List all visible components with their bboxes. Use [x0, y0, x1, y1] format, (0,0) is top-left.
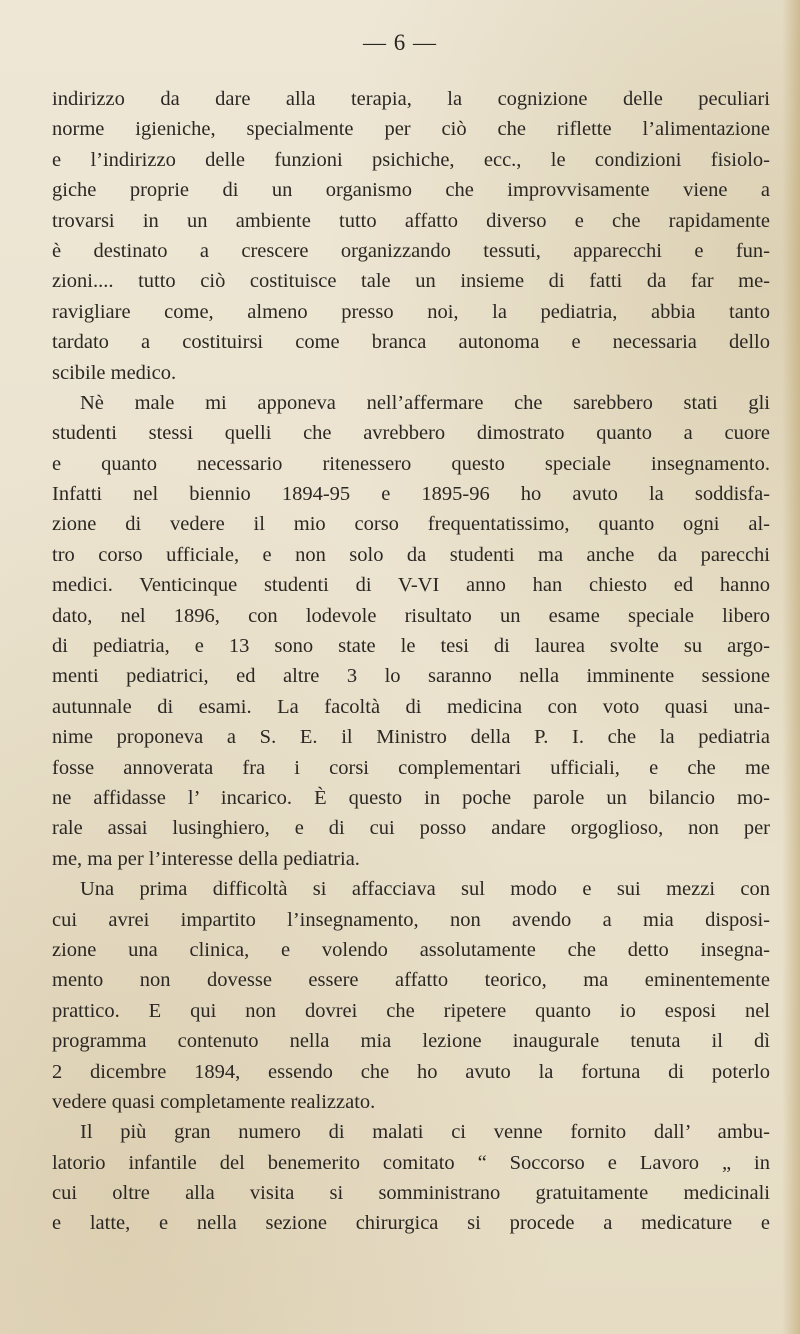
text-line: tro corso ufficiale, e non solo da studenti ma anche da parecchi	[52, 543, 770, 566]
text-line: e quanto necessario ritenessero questo speciale insegnamento.	[52, 452, 770, 475]
text-line: di pediatria, e 13 sono state le tesi di laurea svolte su argo-	[52, 635, 770, 658]
text-line: Infatti nel biennio 1894-95 e 1895-96 ho avuto la soddisfa-	[52, 483, 770, 506]
text-line: medici. Venticinque studenti di V-VI anno han chiesto ed hanno	[52, 574, 770, 597]
text-line: zione di vedere il mio corso frequentatissimo, quanto ogni al-	[52, 513, 770, 536]
text-line: Una prima difficoltà si affacciava sul modo e sui mezzi con	[80, 878, 770, 901]
text-line: e latte, e nella sezione chirurgica si procede a medicature e	[52, 1212, 770, 1235]
text-line: rale assai lusinghiero, e di cui posso andare orgoglioso, non per	[52, 817, 770, 840]
text-line: mento non dovesse essere affatto teorico, ma eminentemente	[52, 969, 770, 992]
text-line: indirizzo da dare alla terapia, la cognizione delle peculiari	[52, 88, 770, 110]
text-line: scibile medico.	[52, 361, 177, 384]
text-line: fosse annoverata fra i corsi complementari ufficiali, e che me	[52, 756, 770, 779]
text-line: nime proponeva a S. E. il Ministro della P. I. che la pediatria	[52, 726, 770, 749]
text-line: studenti stessi quelli che avrebbero dimostrato quanto a cuore	[52, 422, 770, 445]
text-line: autunnale di esami. La facoltà di medicina con voto quasi una-	[52, 695, 770, 718]
text-line: prattico. E qui non dovrei che ripetere quanto io esposi nel	[52, 999, 770, 1022]
text-line: 2 dicembre 1894, essendo che ho avuto la fortuna di poterlo	[52, 1060, 770, 1083]
text-line: Il più gran numero di malati ci venne fornito dall’ ambu-	[80, 1121, 770, 1144]
text-line: zione una clinica, e volendo assolutamente che detto insegna-	[52, 938, 770, 961]
text-line: è destinato a crescere organizzando tessuti, apparecchi e fun-	[52, 239, 770, 262]
text-line: cui oltre alla visita si somministrano gratuitamente medicinali	[52, 1182, 770, 1205]
text-line: e l’indirizzo delle funzioni psichiche, ecc., le condizioni fisiolo-	[52, 148, 770, 171]
text-line: me, ma per l’interesse della pediatria.	[52, 847, 360, 870]
text-line: zioni.... tutto ciò costituisce tale un insieme di fatti da far me-	[52, 270, 770, 293]
page-number: — 6 —	[363, 30, 437, 55]
text-line: programma contenuto nella mia lezione inaugurale tenuta il dì	[52, 1030, 770, 1053]
text-line: latorio infantile del benemerito comitato “ Soccorso e Lavoro „ in	[52, 1151, 770, 1174]
text-line: dato, nel 1896, con lodevole risultato un esame speciale libero	[52, 604, 770, 627]
text-line: cui avrei impartito l’insegnamento, non avendo a mia disposi-	[52, 908, 770, 931]
text-line: ne affidasse l’ incarico. È questo in poche parole un bilancio mo-	[52, 786, 770, 809]
text-line: vedere quasi completamente realizzato.	[52, 1090, 376, 1113]
text-line: trovarsi in un ambiente tutto affatto diverso e che rapidamente	[52, 209, 770, 232]
text-line: giche proprie di un organismo che improvvisamente viene a	[52, 179, 770, 202]
text-line: tardato a costituirsi come branca autonoma e necessaria dello	[52, 331, 770, 354]
body-text	[52, 84, 770, 1239]
text-line: norme igieniche, specialmente per ciò che riflette l’alimentazione	[52, 118, 770, 141]
text-line: menti pediatrici, ed altre 3 lo saranno nella imminente sessione	[52, 665, 770, 688]
text-line: Nè male mi apponeva nell’affermare che sarebbero stati gli	[80, 391, 770, 414]
text-line: ravigliare come, almeno presso noi, la pediatria, abbia tanto	[52, 300, 770, 323]
